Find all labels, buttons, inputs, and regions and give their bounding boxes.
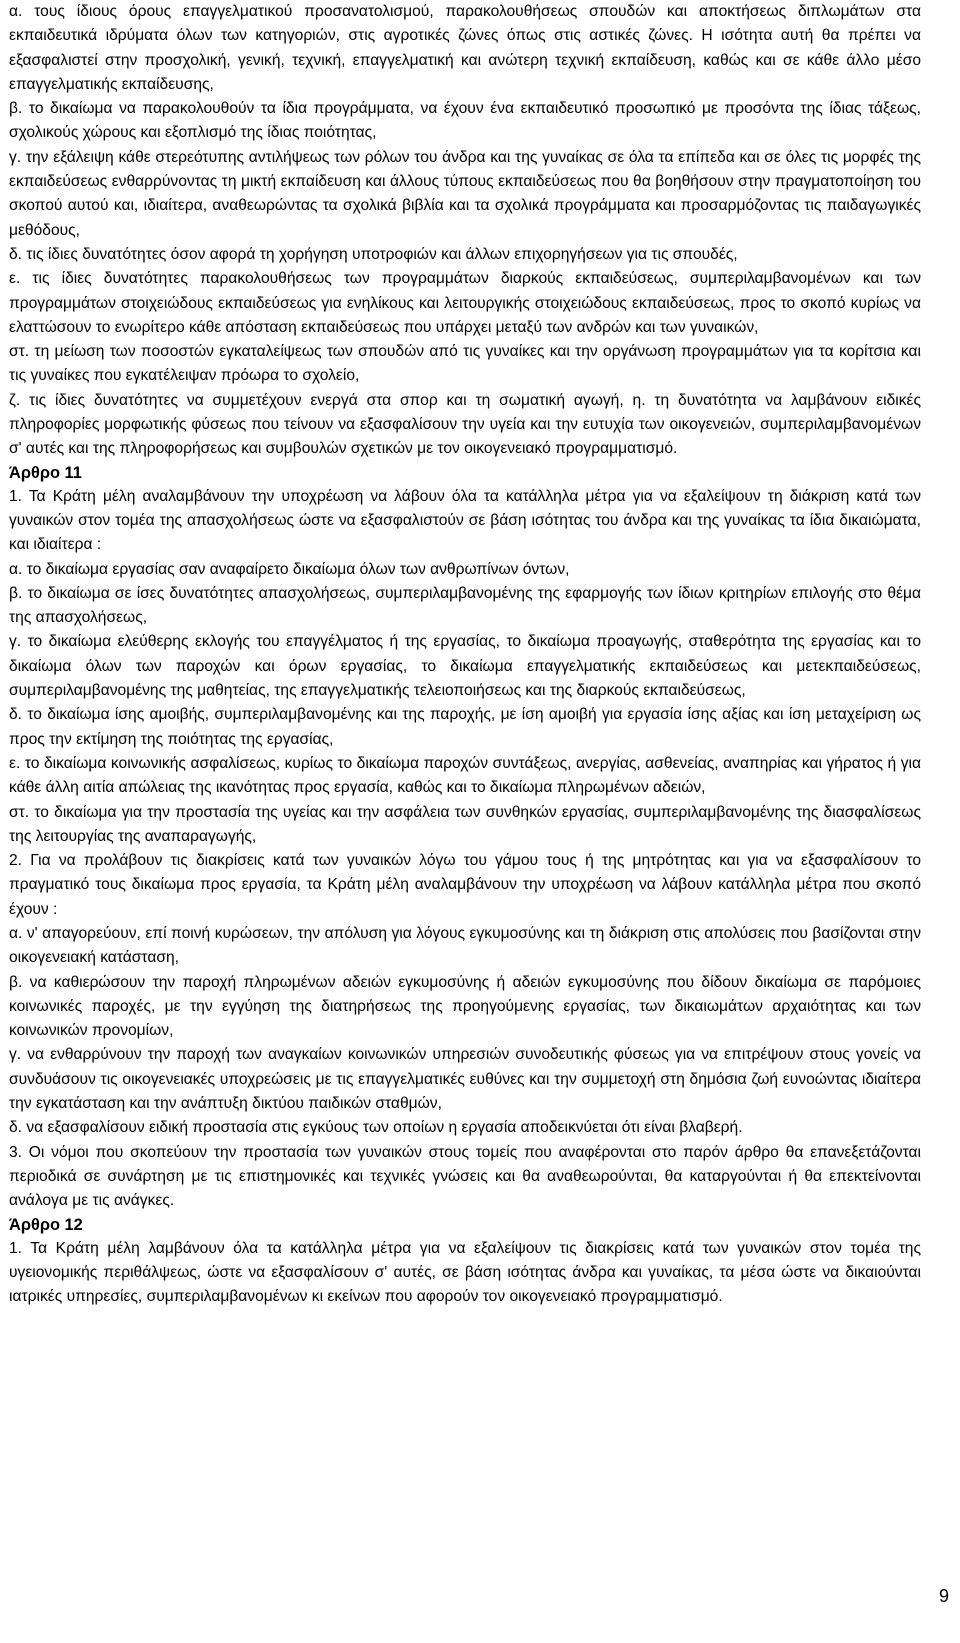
paragraph-delta-scholarships: δ. τις ίδιες δυνατότητες όσον αφορά τη χορήγηση υποτροφιών και άλλων επιχορηγήσεων για τις σπουδές, (9, 245, 738, 263)
article-11-p2-item-gamma: γ. να ενθαρρύνουν την παροχή των αναγκαίων κοινωνικών υπηρεσιών συνοδευτικής φύσεως για να επιτρέψουν στους γονείς να συνδυάσουν τις οικογενειακές υποχρεώσεις με τις επαγγελματικές ευθύνες και την συμμετοχή στη δημόσια ζωή ευνοώντας ιδιαίτερα την εγκατάσταση και την ανάπτυξη δικτύου παιδικών σταθμών, (9, 1046, 921, 1113)
article-11-paragraph-3: 3. Οι νόμοι που σκοπεύουν την προστασία των γυναικών στους τομείς που αναφέρονται στο παρόν άρθρο θα επανεξετάζονται περιοδικά σε συνάρτηση με τις επιστημονικές και τεχνικές γνώσεις και θα αναθεωρούνται, θα καταργούνται ή θα επεκτείνονται ανάλογα με τις ανάγκες. (9, 1143, 921, 1210)
paragraph-gamma-stereotypes: γ. την εξάλειψη κάθε στερεότυπης αντιλήψεως των ρόλων του άνδρα και της γυναίκας σε όλα τα επίπεδα και σε όλες τις μορφές της εκπαιδεύσεως ενθαρρύνοντας τη μικτή εκπαίδευση και άλλους τύπους εκπαιδεύσεως που θα βοηθήσουν στην πραγματοποίηση του σκοπού αυτού και, ιδιαίτερα, αναθεωρώντας τα σχολικά βιβλία και τα σχολικά προγράμματα και προσαρμόζοντας τις παιδαγωγικές μεθόδους, (9, 148, 921, 239)
article-11-item-beta: β. το δικαίωμα σε ίσες δυνατότητες απασχολήσεως, συμπεριλαμβανομένης της εφαρμογής των ίδιων κριτηρίων επιλογής στο θέμα της απασχολήσεως, (9, 584, 921, 627)
article-11-paragraph-2: 2. Για να προλάβουν τις διακρίσεις κατά των γυναικών λόγω του γάμου τους ή της μητρότητας και για να εξασφαλίσουν το πραγματικό τους δικαίωμα προς εργασία, τα Κράτη μέλη αναλαμβάνουν την υποχρέωση να λάβουν κατάλληλα μέτρα που σκοπό έχουν : (9, 852, 921, 918)
article-11-p2-item-delta: δ. να εξασφαλίσουν ειδική προστασία στις εγκύους των οποίων η εργασία αποδεικνύεται ότι είναι βλαβερή. (9, 1119, 743, 1137)
paragraph-epsilon-continuing-education: ε. τις ίδιες δυνατότητες παρακολουθήσεως των προγραμμάτων διαρκούς εκπαιδεύσεως, συμπεριλαμβανομένων και των προγραμμάτων στοιχειώδους εκπαιδεύσεως για ενηλίκους και λειτουργικής στοιχειώδους εκπαιδεύσεως, προς το σκοπό κυρίως να ελαττώσουν το ενωρίτερο κάθε απόσταση εκπαιδεύσεως που υπάρχει μεταξύ των ανδρών και των γυναικών, (9, 270, 921, 336)
article-11-item-gamma: γ. το δικαίωμα ελεύθερης εκλογής του επαγγέλματος ή της εργασίας, το δικαίωμα προαγωγής, σταθερότητα της εργασίας και το δικαίωμα όλων των παροχών και όρων εργασίας, το δικαίωμα επαγγελματικής εκπαιδεύσεως και μετεκπαιδεύσεως, συμπεριλαμβανομένης της μαθητείας, της επαγγελματικής τελειοποιήσεως και της διαρκούς εκπαιδεύσεως, (9, 633, 921, 700)
paragraph-alpha-education: α. τους ίδιους όρους επαγγελματικού προσανατολισμού, παρακολουθήσεως σπουδών και αποκτήσεως διπλωμάτων στα εκπαιδευτικά ιδρύματα όλων των κατηγοριών, στις αγροτικές ζώνες όπως στις αστικές ζώνες. Η ισότητα αυτή θα πρέπει να εξασφαλιστεί στην προσχολική, γενική, τεχνική, επαγγελματική και ανώτερη τεχνική εκπαίδευση, καθώς και σε κάθε άλλο μέσο επαγγελματικής εκπαίδευσης, (9, 3, 921, 93)
paragraph-st-dropout: στ. τη μείωση των ποσοστών εγκαταλείψεως των σπουδών από τις γυναίκες και την οργάνωση προγραμμάτων για τα κορίτσια και τις γυναίκες που εγκατέλειψαν πρόωρα το σχολείο, (9, 343, 921, 385)
article-11-item-st: στ. το δικαίωμα για την προστασία της υγείας και την ασφάλεια των συνθηκών εργασίας, συμπεριλαμβανομένης της διασφαλίσεως της λειτουργίας της αναπαραγωγής, (9, 803, 921, 845)
article-11-paragraph-1: 1. Τα Κράτη μέλη αναλαμβάνουν την υποχρέωση να λάβουν όλα τα κατάλληλα μέτρα για να εξαλείψουν τη διάκριση κατά των γυναικών στον τομέα της απασχολήσεως ώστε να εξασφαλιστούν σε βάση ισότητας του άνδρα και της γυναίκας τα ίδια δικαιώματα, και ιδιαίτερα : (9, 487, 921, 554)
paragraph-zeta-sports: ζ. τις ίδιες δυνατότητες να συμμετέχουν ενεργά στα σπορ και τη σωματική αγωγή, η. τη δυνατότητα να λαμβάνουν ειδικές πληροφορίες μορφωτικής φύσεως που τείνουν να εξασφαλίσουν την υγεία και την ευτυχία των οικογενειών, συμπεριλαμβανομένων σ' αυτές και της πληροφορήσεως και συμβουλών σχετικών με τον οικογενειακό προγραμματισμό. (9, 391, 921, 458)
article-11-p2-item-beta: β. να καθιερώσουν την παροχή πληρωμένων αδειών εγκυμοσύνης ή αδειών εγκυμοσύνης που δίδουν δικαίωμα σε παρόμοιες κοινωνικές παροχές, με την εγγύηση της διατηρήσεως της προηγούμενης εργασίας, των δικαιωμάτων αρχαιότητας και των κοινωνικών προνομίων, (9, 973, 921, 1040)
article-12-heading: Άρθρο 12 (9, 1215, 83, 1234)
article-11-heading: Άρθρο 11 (9, 463, 82, 482)
article-11-item-alpha: α. το δικαίωμα εργασίας σαν αναφαίρετο δικαίωμα όλων των ανθρωπίνων όντων, (9, 560, 570, 578)
page-number: 9 (938, 1586, 949, 1606)
article-11-item-delta: δ. το δικαίωμα ίσης αμοιβής, συμπεριλαμβανομένης και της παροχής, με ίση αμοιβή για εργασία ίσης αξίας και ίση μεταχείριση ως προς την εκτίμηση της ποιότητας της εργασίας, (9, 706, 921, 748)
document-body (9, 0, 921, 1309)
paragraph-beta-programs: β. το δικαίωμα να παρακολουθούν τα ίδια προγράμματα, να έχουν ένα εκπαιδευτικό προσωπικό με προσόντα της ίδιας τάξεως, σχολικούς χώρους και εξοπλισμό της ίδιας ποιότητας, (9, 100, 921, 142)
article-11-p2-item-alpha: α. ν' απαγορεύουν, επί ποινή κυρώσεων, την απόλυση για λόγους εγκυμοσύνης και τη διάκριση στις απολύσεις που βασίζονται στην οικογενειακή κατάσταση, (9, 924, 921, 967)
article-11-item-epsilon: ε. το δικαίωμα κοινωνικής ασφαλίσεως, κυρίως το δικαίωμα παροχών συντάξεως, ανεργίας, ασθενείας, αναπηρίας και γήρατος ή για κάθε άλλη αιτία απώλειας της ικανότητας προς εργασία, καθώς και το δικαίωμα πληρωμένων αδειών, (9, 754, 921, 797)
article-12-paragraph-1: 1. Τα Κράτη μέλη λαμβάνουν όλα τα κατάλληλα μέτρα για να εξαλείψουν τις διακρίσεις κατά των γυναικών στον τομέα της υγειονομικής περιθάλψεως, ώστε να εξασφαλίσουν σ' αυτές, σε βάση ισότητας άνδρα και γυναίκας, τα μέσα ώστε να δικαιούνται ιατρικές υπηρεσίες, συμπεριλαμβανομένων κι εκείνων που αφορούν τον οικογενειακό προγραμματισμό. (9, 1239, 921, 1306)
